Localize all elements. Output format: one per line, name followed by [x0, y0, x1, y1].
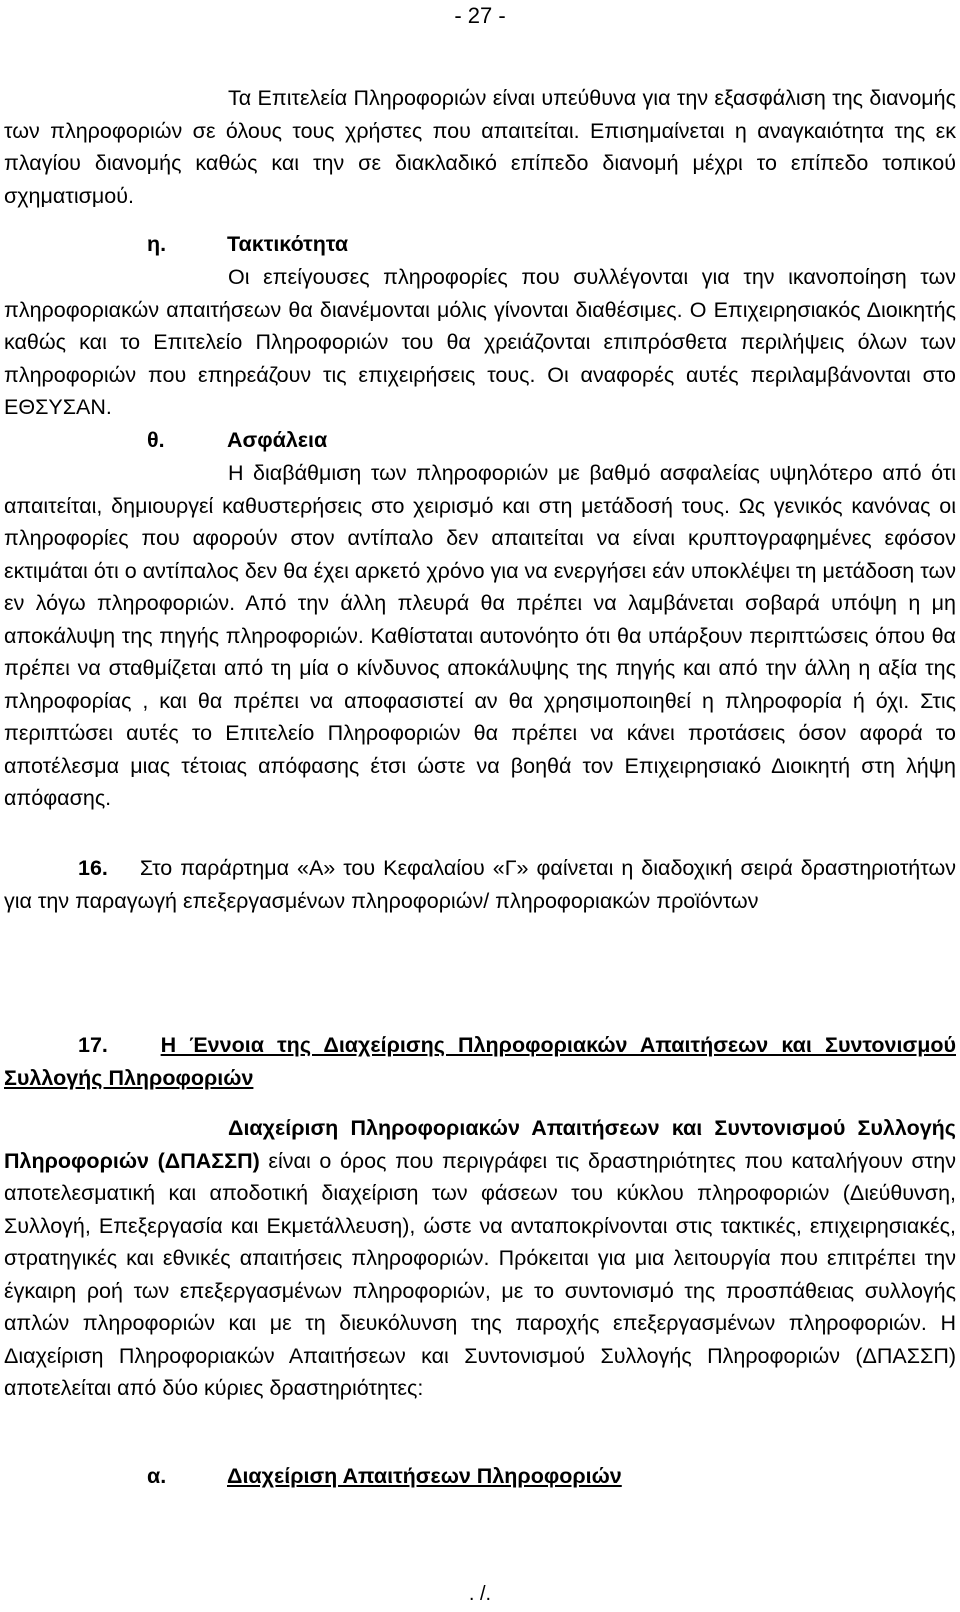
section-eta-heading — [147, 228, 348, 261]
intro-paragraph: Τα Επιτελεία Πληροφοριών είναι υπεύθυνα για την εξασφάλιση της διανομής των πληροφοριών σε όλους τους χρήστες που απαιτείται. Επισημαίνεται η αναγκαιότητα της εκ πλαγίου διανομής καθώς και την σε διακλαδικό επίπεδο διανομή μέχρι το επίπεδο τοπικού σχηματισμού. — [4, 86, 956, 208]
paragraph-17-number: 17. — [78, 1033, 108, 1057]
paragraph-16-number: 16. — [78, 856, 108, 880]
section-alpha-heading — [147, 1460, 622, 1493]
paragraph-17-title: Η Έννοια της Διαχείρισης Πληροφοριακών Απαιτήσεων και Συντονισμού Συλλογής Πληροφοριών — [4, 1033, 956, 1090]
section-eta-label: η. — [147, 232, 167, 256]
section-eta-title: Τακτικότητα — [227, 232, 349, 256]
section-eta-text: Οι επείγουσες πληροφορίες που συλλέγονται για την ικανοποίηση των πληροφοριακών απαιτήσεων θα διανέμονται μόλις γίνονται διαθέσιμες. Ο Επιχειρησιακός Διοικητής καθώς και το Επιτελείο Πληροφοριών του θα χρειάζονται επιπρόσθετα περιλήψεις όλων των πληροφοριών που επηρεάζουν τις επιχειρήσεις τους. Οι αναφορές αυτές περιλαμβάνονται στο ΕΘΣΥΣΑΝ. — [4, 265, 956, 419]
dpassp-term: Διαχείριση Πληροφοριακών Απαιτήσεων και Συντονισμού Συλλογής Πληροφοριών (ΔΠΑΣΣΠ) — [4, 1116, 956, 1173]
section-theta-title: Ασφάλεια — [227, 428, 328, 452]
page-number: - 27 - — [454, 3, 506, 28]
paragraph-16-text: Στο παράρτημα «Α» του Κεφαλαίου «Γ» φαίνεται η διαδοχική σειρά δραστηριοτήτων για την παραγωγή επεξεργασμένων πληροφοριών/ πληροφοριακών προϊόντων — [4, 856, 956, 913]
section-theta-label: θ. — [147, 428, 165, 452]
paragraph-17-heading — [4, 1029, 956, 1094]
section-alpha-title: Διαχείριση Απαιτήσεων Πληροφοριών — [227, 1464, 622, 1488]
section-alpha-label: α. — [147, 1464, 167, 1488]
dpassp-paragraph — [4, 1112, 956, 1405]
section-theta-heading — [147, 424, 327, 457]
dpassp-text: είναι ο όρος που περιγράφει τις δραστηριότητες που καταλήγουν στην αποτελεσματική και αποδοτική διαχείριση των φάσεων του κύκλου πληροφοριών (Διεύθυνση, Συλλογή, Επεξεργασία και Εκμετάλλευση), ώστε να ανταποκρίνονται στις τακτικές, επιχειρησιακές, στρατηγικές και εθνικές απαιτήσεις πληροφοριών. Πρόκειται για μια λειτουργία που επιτρέπει την έγκαιρη ροή των επεξεργασμένων πληροφοριών, με το συντονισμό της προσπάθειας συλλογής απλών πληροφοριών και με τη διευκόλυνση της παροχής επεξεργασμένων πληροφοριών. Η Διαχείριση Πληροφοριακών Απαιτήσεων και Συντονισμού Συλλογής Πληροφοριών (ΔΠΑΣΣΠ) αποτελείται από δύο κύριες δραστηριότητες: — [4, 1148, 956, 1400]
continuation-mark: . /. — [468, 1583, 492, 1605]
paragraph-16 — [4, 852, 956, 917]
section-theta-text: Η διαβάθμιση των πληροφοριών με βαθμό ασφαλείας υψηλότερο από ότι απαιτείται, δημιουργεί καθυστερήσεις στο χειρισμό και στη μετάδοσή τους. Ως γενικός κανόνας οι πληροφορίες που αφορούν στον αντίπαλο δεν απαιτείται να είναι κρυπτογραφημένες εφόσον εκτιμάται ότι ο αντίπαλος δεν θα έχει αρκετό χρόνο για να ενεργήσει εάν υποκλέψει τη μετάδοση των εν λόγω πληροφοριών. Από την άλλη πλευρά θα πρέπει να λαμβάνεται σοβαρά υπόψη η μη αποκάλυψη της πηγής πληροφοριών. Καθίσταται αυτονόητο ότι θα υπάρξουν περιπτώσεις όπου θα πρέπει να σταθμίζεται από τη μία ο κίνδυνος αποκάλυψης της πηγής και από την άλλη η αξία της πληροφορίας , και θα πρέπει να αποφασιστεί αν θα χρησιμοποιηθεί η πληροφορία ή όχι. Στις περιπτώσει αυτές το Επιτελείο Πληροφοριών θα πρέπει να κάνει προτάσεις όσον αφορά το αποτέλεσμα μιας τέτοιας απόφασης έτσι ώστε να βοηθά τον Επιχειρησιακό Διοικητή στη λήψη απόφασης. — [4, 461, 956, 810]
